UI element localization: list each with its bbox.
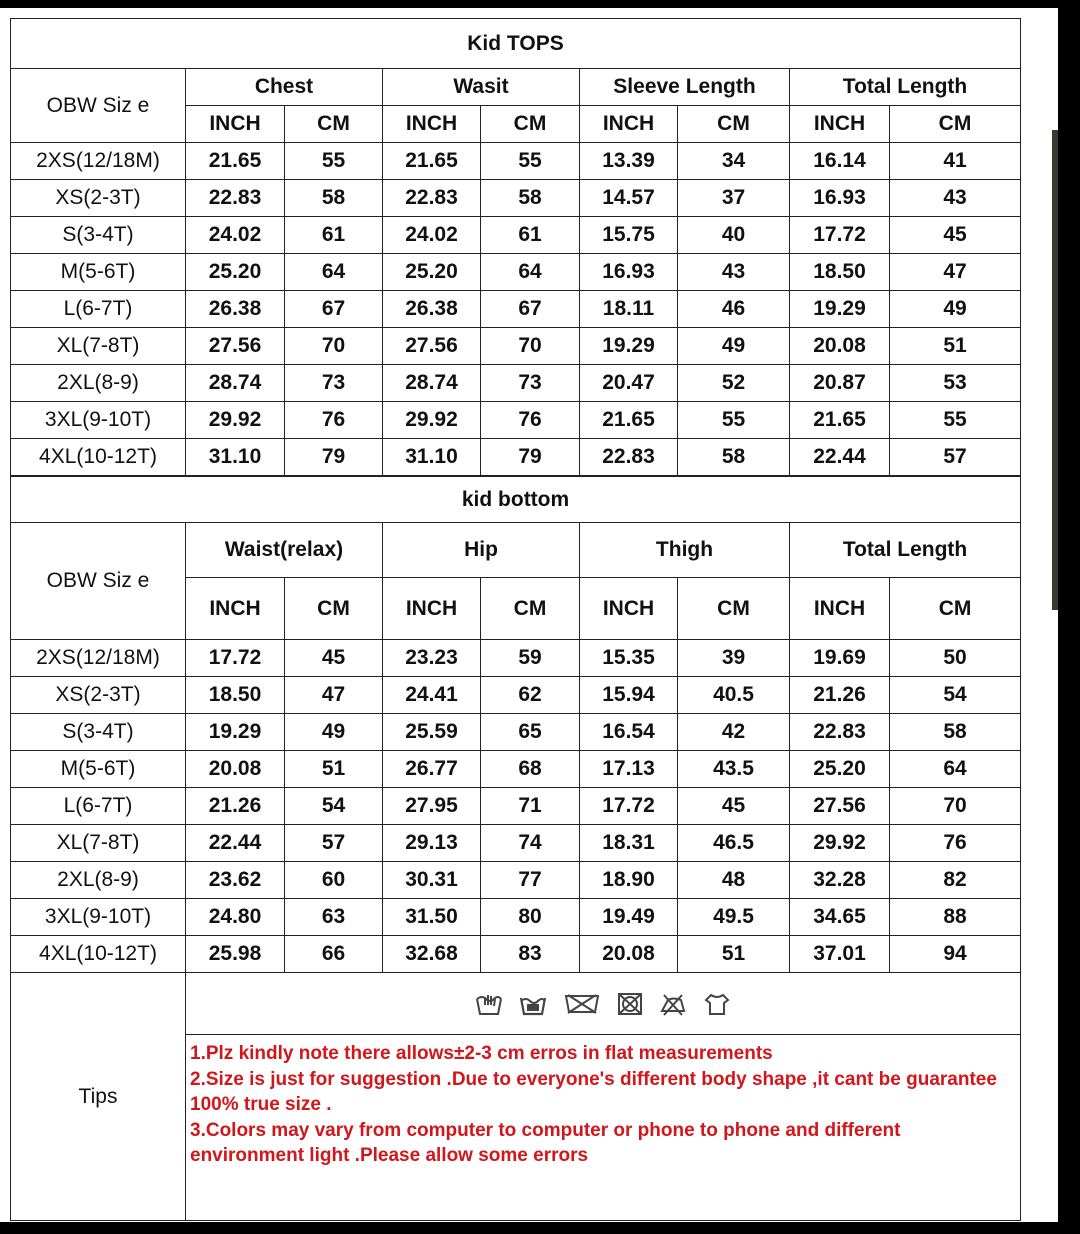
cm-value: 80 — [481, 899, 580, 936]
inch-value: 24.80 — [186, 899, 285, 936]
cm-value: 76 — [481, 402, 580, 439]
cm-value: 82 — [890, 862, 1021, 899]
table-row — [11, 439, 1021, 476]
table-row — [11, 788, 1021, 825]
cm-value: 43 — [678, 254, 790, 291]
cm-value: 42 — [678, 714, 790, 751]
cm-value: 61 — [481, 217, 580, 254]
table-row — [11, 899, 1021, 936]
table-row — [11, 936, 1021, 973]
cm-value: 76 — [285, 402, 383, 439]
inch-value: 22.44 — [186, 825, 285, 862]
cm-value: 70 — [481, 328, 580, 365]
tops-group-waist: Wasit — [383, 69, 580, 106]
table-row — [11, 365, 1021, 402]
care-icons-row — [186, 973, 1021, 1035]
cm-value: 66 — [285, 936, 383, 973]
inch-value: 25.98 — [186, 936, 285, 973]
cm-value: 59 — [481, 640, 580, 677]
inch-value: 27.56 — [383, 328, 481, 365]
table-row — [11, 402, 1021, 439]
inch-value: 20.08 — [790, 328, 890, 365]
cm-value: 55 — [678, 402, 790, 439]
cm-value: 45 — [890, 217, 1021, 254]
bottoms-group-waist: Waist(relax) — [186, 523, 383, 578]
cm-value: 47 — [890, 254, 1021, 291]
bottoms-rows — [11, 640, 1021, 973]
size-cell: XL(7-8T) — [11, 825, 186, 862]
inch-value: 25.59 — [383, 714, 481, 751]
bottoms-size-table — [10, 476, 1021, 1221]
tops-group-chest: Chest — [186, 69, 383, 106]
inch-value: 18.50 — [790, 254, 890, 291]
inch-value: 16.54 — [580, 714, 678, 751]
inch-value: 20.08 — [580, 936, 678, 973]
inch-value: 32.28 — [790, 862, 890, 899]
size-cell: 4XL(10-12T) — [11, 439, 186, 476]
cm-value: 68 — [481, 751, 580, 788]
inch-value: 25.20 — [383, 254, 481, 291]
cm-value: 60 — [285, 862, 383, 899]
cm-value: 45 — [678, 788, 790, 825]
inch-value: 15.75 — [580, 217, 678, 254]
table-row — [11, 862, 1021, 899]
cm-value: 79 — [481, 439, 580, 476]
tops-size-table — [10, 18, 1021, 476]
cm-value: 52 — [678, 365, 790, 402]
inch-value: 17.72 — [186, 640, 285, 677]
tip-line-3: 3.Colors may vary from computer to computer or phone to phone and different environment light .Please allow some errors — [190, 1119, 901, 1166]
size-cell: 2XS(12/18M) — [11, 143, 186, 180]
cm-value: 94 — [890, 936, 1021, 973]
inch-value: 26.38 — [186, 291, 285, 328]
size-cell: 3XL(9-10T) — [11, 402, 186, 439]
inch-value: 19.29 — [186, 714, 285, 751]
inch-value: 29.92 — [790, 825, 890, 862]
inch-value: 26.77 — [383, 751, 481, 788]
size-cell: S(3-4T) — [11, 217, 186, 254]
cm-value: 58 — [481, 180, 580, 217]
cm-value: 48 — [678, 862, 790, 899]
cm-value: 83 — [481, 936, 580, 973]
tips-text — [186, 1035, 1021, 1221]
cm-value: 50 — [890, 640, 1021, 677]
cm-value: 64 — [890, 751, 1021, 788]
inch-value: 32.68 — [383, 936, 481, 973]
inch-value: 29.92 — [186, 402, 285, 439]
cm-value: 46 — [678, 291, 790, 328]
inch-value: 29.13 — [383, 825, 481, 862]
bottoms-group-total-length: Total Length — [790, 523, 1021, 578]
inch-value: 18.31 — [580, 825, 678, 862]
size-cell: XS(2-3T) — [11, 677, 186, 714]
inch-value: 16.14 — [790, 143, 890, 180]
cm-value: 55 — [890, 402, 1021, 439]
size-cell: XL(7-8T) — [11, 328, 186, 365]
table-row — [11, 825, 1021, 862]
size-cell: L(6-7T) — [11, 291, 186, 328]
inch-value: 20.87 — [790, 365, 890, 402]
cm-value: 37 — [678, 180, 790, 217]
bottoms-unit-inch: INCH — [383, 578, 481, 640]
tops-rows — [11, 143, 1021, 476]
cm-value: 76 — [890, 825, 1021, 862]
tips-label: Tips — [11, 973, 186, 1221]
bottoms-title: kid bottom — [11, 477, 1021, 523]
cm-value: 34 — [678, 143, 790, 180]
cm-value: 74 — [481, 825, 580, 862]
inch-value: 13.39 — [580, 143, 678, 180]
inch-value: 37.01 — [790, 936, 890, 973]
tops-unit-inch: INCH — [580, 106, 678, 143]
cm-value: 45 — [285, 640, 383, 677]
tip-line-2: 2.Size is just for suggestion .Due to everyone's different body shape ,it cant be guarantee 100% true size . — [190, 1068, 997, 1115]
inch-value: 34.65 — [790, 899, 890, 936]
inch-value: 21.65 — [790, 402, 890, 439]
cm-value: 64 — [285, 254, 383, 291]
inch-value: 28.74 — [383, 365, 481, 402]
size-cell: 2XS(12/18M) — [11, 640, 186, 677]
inch-value: 22.83 — [790, 714, 890, 751]
hang-dry-icon — [702, 991, 732, 1017]
inch-value: 21.65 — [186, 143, 285, 180]
cm-value: 47 — [285, 677, 383, 714]
cm-value: 57 — [285, 825, 383, 862]
size-cell: 3XL(9-10T) — [11, 899, 186, 936]
cm-value: 54 — [890, 677, 1021, 714]
size-cell: M(5-6T) — [11, 751, 186, 788]
cm-value: 40 — [678, 217, 790, 254]
cm-value: 73 — [481, 365, 580, 402]
cm-value: 62 — [481, 677, 580, 714]
table-row — [11, 180, 1021, 217]
inch-value: 24.02 — [186, 217, 285, 254]
inch-value: 17.72 — [580, 788, 678, 825]
cm-value: 39 — [678, 640, 790, 677]
cm-value: 58 — [678, 439, 790, 476]
cm-value: 70 — [285, 328, 383, 365]
inch-value: 31.10 — [186, 439, 285, 476]
inch-value: 31.10 — [383, 439, 481, 476]
bottoms-unit-inch: INCH — [186, 578, 285, 640]
cm-value: 51 — [285, 751, 383, 788]
tops-unit-cm: CM — [678, 106, 790, 143]
size-cell: L(6-7T) — [11, 788, 186, 825]
cm-value: 55 — [481, 143, 580, 180]
cm-value: 58 — [285, 180, 383, 217]
cm-value: 40.5 — [678, 677, 790, 714]
cm-value: 43 — [890, 180, 1021, 217]
bottoms-unit-inch: INCH — [790, 578, 890, 640]
cm-value: 49 — [285, 714, 383, 751]
tops-group-sleeve-length: Sleeve Length — [580, 69, 790, 106]
cm-value: 73 — [285, 365, 383, 402]
size-cell: 4XL(10-12T) — [11, 936, 186, 973]
inch-value: 22.83 — [186, 180, 285, 217]
inch-value: 15.94 — [580, 677, 678, 714]
tops-unit-inch: INCH — [790, 106, 890, 143]
bottoms-unit-cm: CM — [285, 578, 383, 640]
background-strip — [1052, 130, 1058, 610]
bottoms-unit-cm: CM — [678, 578, 790, 640]
cm-value: 61 — [285, 217, 383, 254]
cm-value: 67 — [481, 291, 580, 328]
table-row — [11, 677, 1021, 714]
bottoms-unit-cm: CM — [890, 578, 1021, 640]
inch-value: 18.50 — [186, 677, 285, 714]
size-cell: XS(2-3T) — [11, 180, 186, 217]
inch-value: 31.50 — [383, 899, 481, 936]
inch-value: 27.95 — [383, 788, 481, 825]
table-row — [11, 254, 1021, 291]
inch-value: 23.23 — [383, 640, 481, 677]
inch-value: 23.62 — [186, 862, 285, 899]
inch-value: 17.72 — [790, 217, 890, 254]
inch-value: 27.56 — [186, 328, 285, 365]
do-not-bleach-icon — [562, 991, 602, 1017]
tops-unit-cm: CM — [890, 106, 1021, 143]
inch-value: 19.49 — [580, 899, 678, 936]
table-row — [11, 751, 1021, 788]
inch-value: 19.29 — [790, 291, 890, 328]
table-row — [11, 640, 1021, 677]
bottoms-group-thigh: Thigh — [580, 523, 790, 578]
cm-value: 71 — [481, 788, 580, 825]
inch-value: 24.02 — [383, 217, 481, 254]
cm-value: 64 — [481, 254, 580, 291]
cm-value: 63 — [285, 899, 383, 936]
inch-value: 24.41 — [383, 677, 481, 714]
inch-value: 29.92 — [383, 402, 481, 439]
inch-value: 19.29 — [580, 328, 678, 365]
cm-value: 51 — [890, 328, 1021, 365]
inch-value: 28.74 — [186, 365, 285, 402]
cm-value: 88 — [890, 899, 1021, 936]
cm-value: 46.5 — [678, 825, 790, 862]
tip-line-1: 1.Plz kindly note there allows±2-3 cm erros in flat measurements — [190, 1043, 773, 1064]
cm-value: 58 — [890, 714, 1021, 751]
inch-value: 30.31 — [383, 862, 481, 899]
cm-value: 67 — [285, 291, 383, 328]
size-cell: M(5-6T) — [11, 254, 186, 291]
table-row — [11, 328, 1021, 365]
inch-value: 18.11 — [580, 291, 678, 328]
cm-value: 53 — [890, 365, 1021, 402]
size-cell: 2XL(8-9) — [11, 365, 186, 402]
tops-group-total-length: Total Length — [790, 69, 1021, 106]
tops-size-header: OBW Siz e — [11, 69, 186, 143]
cm-value: 70 — [890, 788, 1021, 825]
inch-value: 25.20 — [186, 254, 285, 291]
cm-value: 49.5 — [678, 899, 790, 936]
wash-tub-icon — [518, 991, 548, 1017]
table-row — [11, 714, 1021, 751]
cm-value: 77 — [481, 862, 580, 899]
table-row — [11, 291, 1021, 328]
tops-unit-inch: INCH — [186, 106, 285, 143]
cm-value: 49 — [678, 328, 790, 365]
cm-value: 43.5 — [678, 751, 790, 788]
inch-value: 21.26 — [790, 677, 890, 714]
inch-value: 26.38 — [383, 291, 481, 328]
inch-value: 18.90 — [580, 862, 678, 899]
table-row — [11, 143, 1021, 180]
inch-value: 20.47 — [580, 365, 678, 402]
inch-value: 20.08 — [186, 751, 285, 788]
cm-value: 54 — [285, 788, 383, 825]
tops-unit-inch: INCH — [383, 106, 481, 143]
inch-value: 17.13 — [580, 751, 678, 788]
tops-unit-cm: CM — [285, 106, 383, 143]
inch-value: 22.44 — [790, 439, 890, 476]
bottoms-unit-cm: CM — [481, 578, 580, 640]
cm-value: 41 — [890, 143, 1021, 180]
inch-value: 16.93 — [580, 254, 678, 291]
bottoms-unit-inch: INCH — [580, 578, 678, 640]
bottoms-group-hip: Hip — [383, 523, 580, 578]
inch-value: 19.69 — [790, 640, 890, 677]
inch-value: 25.20 — [790, 751, 890, 788]
cm-value: 51 — [678, 936, 790, 973]
cm-value: 65 — [481, 714, 580, 751]
inch-value: 22.83 — [383, 180, 481, 217]
size-cell: S(3-4T) — [11, 714, 186, 751]
inch-value: 14.57 — [580, 180, 678, 217]
inch-value: 16.93 — [790, 180, 890, 217]
inch-value: 21.65 — [383, 143, 481, 180]
cm-value: 79 — [285, 439, 383, 476]
table-row — [11, 217, 1021, 254]
inch-value: 21.26 — [186, 788, 285, 825]
cm-value: 55 — [285, 143, 383, 180]
size-cell: 2XL(8-9) — [11, 862, 186, 899]
do-not-iron-icon — [658, 991, 688, 1017]
do-not-tumble-dry-icon — [616, 991, 644, 1017]
tops-title: Kid TOPS — [11, 19, 1021, 69]
inch-value: 27.56 — [790, 788, 890, 825]
cm-value: 49 — [890, 291, 1021, 328]
hand-wash-icon — [474, 991, 504, 1017]
tops-unit-cm: CM — [481, 106, 580, 143]
inch-value: 15.35 — [580, 640, 678, 677]
inch-value: 22.83 — [580, 439, 678, 476]
inch-value: 21.65 — [580, 402, 678, 439]
bottoms-size-header: OBW Siz e — [11, 523, 186, 640]
cm-value: 57 — [890, 439, 1021, 476]
